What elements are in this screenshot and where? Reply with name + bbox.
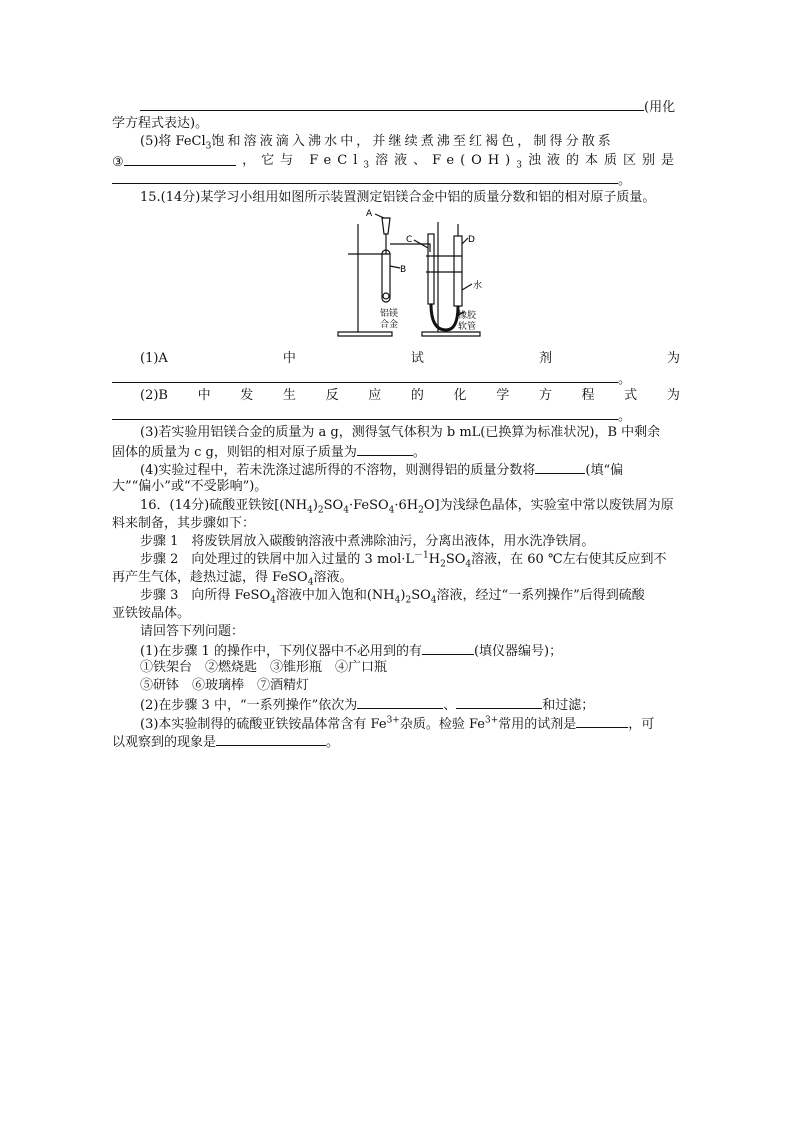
line-2 (112, 115, 680, 133)
text: ，它与 FeCl (242, 153, 364, 168)
q16-title (140, 497, 680, 515)
blank (112, 406, 618, 420)
sub: 4 (343, 505, 349, 516)
sub: 4 (394, 595, 401, 606)
a3 (140, 714, 680, 734)
text: 杂质。检验 Fe (399, 717, 485, 732)
text: 程 (581, 388, 595, 403)
text: 步骤 1 将废铁屑放入碳酸钠溶液中煮沸除油污，分离出液体，用水洗净铁屑。 (140, 534, 595, 549)
sub: 3 (363, 160, 376, 171)
line-1 (112, 97, 680, 117)
seg (112, 152, 236, 172)
text: 15.(14分)某学习小组用如图所示装置测定铝镁合金中铝的质量分数和铝的相对原子质量。 (140, 190, 656, 205)
text: 。 (618, 372, 632, 387)
text: ) (400, 588, 406, 603)
a2 (140, 695, 680, 715)
q15-2 (140, 387, 680, 405)
text: 生 (282, 388, 296, 403)
text: ·FeSO (348, 498, 389, 513)
label-alloy-2: 合金 (380, 320, 399, 330)
blank (357, 695, 443, 709)
sub: 4 (430, 595, 437, 606)
blank (357, 442, 413, 456)
text: 中 (282, 351, 296, 366)
step-3a (140, 587, 680, 605)
text: 方 (538, 388, 552, 403)
q5-line-2-row (112, 152, 680, 172)
text: 浊液的本质区别是 (527, 153, 680, 168)
text: 式 (624, 388, 638, 403)
text: 为 (666, 351, 680, 366)
label-A: A (366, 209, 373, 219)
text: 溶液，在 60 ℃左右使其反应到不 (471, 552, 667, 567)
label-B: B (400, 265, 407, 275)
label-rubber-1: 橡胶 (458, 311, 477, 321)
q15-4b (112, 478, 680, 496)
text: SO (445, 552, 466, 567)
text: 和过滤； (542, 698, 595, 713)
label-water: 水 (473, 281, 483, 291)
blank (112, 369, 618, 383)
sub: 2 (440, 559, 446, 570)
text: 化 (453, 388, 467, 403)
opts-1 (140, 659, 680, 677)
text: (5)将 FeCl (140, 134, 206, 149)
text: (1)A (140, 351, 168, 366)
q5-line-2 (112, 152, 680, 172)
text: (用化 (644, 100, 676, 115)
text: 料来制备，其步骤如下： (112, 516, 256, 531)
label-C: C (406, 235, 413, 245)
sub: 2 (405, 595, 412, 606)
opts-2 (140, 677, 680, 695)
text: 以观察到的现象是 (112, 735, 217, 750)
text: ③ (112, 155, 124, 170)
text: (2)在步骤 3 中，“一系列操作”依次为 (140, 698, 358, 713)
text: 16．(14分)硫酸亚铁铵[(NH (140, 498, 308, 513)
text: ⑤研钵 ⑥玻璃棒 ⑦酒精灯 (140, 678, 310, 693)
q15-1-blank (112, 369, 680, 389)
text: 。 (618, 409, 632, 424)
blank (535, 460, 585, 474)
seg (242, 152, 680, 172)
sub: 2 (317, 505, 324, 516)
sub: 4 (270, 595, 276, 606)
text: 。 (618, 173, 632, 188)
text: 溶液、Fe(OH) (375, 153, 517, 168)
text: 再产生气体，趁热过滤，得 FeSO (112, 570, 308, 585)
text: (1)在步骤 1 的操作中，下列仪器中不必用到的有 (140, 644, 422, 659)
step-2b (112, 569, 680, 587)
text: 反 (325, 388, 339, 403)
label-D: D (468, 235, 475, 245)
blank (456, 695, 542, 709)
text: (填“偏 (585, 463, 624, 478)
text: 饱和溶液滴入沸水中，并继续煮沸至红褐色，制得分散系 (211, 134, 614, 149)
text: (3)本实验制得的硫酸亚铁铵晶体常含有 Fe (140, 717, 387, 732)
text: ) (312, 498, 318, 513)
text: 溶液，经过“一系列操作”后得到硫酸 (436, 588, 645, 603)
q16-title-2 (112, 515, 680, 533)
blank (112, 170, 618, 184)
text: 中 (197, 388, 211, 403)
q15-1 (140, 350, 680, 368)
text: (4)实验过程中，若未洗涤过滤所得的不溶物，则测得铝的质量分数将 (140, 463, 536, 478)
text: (填仪器编号)； (473, 644, 563, 659)
step-3b (112, 605, 680, 623)
text: 为 (666, 388, 680, 403)
text: O]为浅绿色晶体，实验室中常以废铁屑为原 (423, 498, 674, 513)
text: H (428, 552, 441, 567)
blank-3 (124, 152, 236, 166)
a3b (112, 732, 680, 752)
text: 学方程式表达)。 (112, 116, 209, 131)
text: 溶液。 (313, 570, 353, 585)
text: (3)若实验用铝镁合金的质量为 a g，测得氢气体积为 b mL(已换算为标准状况)，B 中剩余 (140, 425, 661, 440)
text: 请回答下列问题： (140, 624, 245, 639)
blank (576, 714, 628, 728)
apparatus-figure (330, 204, 490, 344)
text: 亚铁铵晶体。 (112, 606, 191, 621)
q15-2-blank (112, 406, 680, 426)
q15-2-row (140, 387, 680, 405)
text: 试 (410, 351, 424, 366)
q5-line-3 (112, 170, 680, 190)
text: 固体的质量为 c g，则铝的相对原子质量为 (112, 445, 357, 460)
sup: 3+ (386, 715, 400, 726)
ask (140, 623, 680, 641)
text: 步骤 3 向所得 FeSO (140, 588, 271, 603)
text: 。 (412, 445, 426, 460)
text: ，可 (628, 717, 655, 732)
blank (140, 97, 644, 111)
text: SO (411, 588, 431, 603)
sup: －1 (414, 550, 429, 561)
text: 的 (410, 388, 424, 403)
text: (2)B (140, 388, 168, 403)
q15-4a (140, 460, 680, 480)
step-1 (140, 533, 680, 551)
label-alloy-1: 铝镁 (380, 309, 399, 319)
blank (422, 641, 474, 655)
text: 溶液中加入饱和(NH (275, 588, 395, 603)
text: 步骤 2 向处理过的铁屑中加入过量的 3 mol·L (140, 552, 415, 567)
text: SO (323, 498, 344, 513)
text: 。 (326, 735, 340, 750)
q15-1-row (140, 350, 680, 368)
label-rubber-2: 软管 (458, 322, 477, 332)
sub: 4 (307, 577, 314, 588)
q15-3a (140, 424, 680, 442)
sup: 3+ (484, 715, 499, 726)
text: 、 (443, 698, 457, 713)
text: ·6H (394, 498, 419, 513)
text: 学 (496, 388, 510, 403)
text: 常用的试剂是 (498, 717, 577, 732)
sub: 3 (205, 141, 212, 152)
text: 发 (240, 388, 254, 403)
q5-line-1 (140, 133, 680, 151)
text: 剂 (538, 351, 552, 366)
q15-3b (112, 442, 680, 462)
text: ①铁架台 ②燃烧匙 ③锥形瓶 ④广口瓶 (140, 660, 388, 675)
a1 (140, 641, 680, 661)
sub: 2 (418, 505, 424, 516)
sub: 4 (388, 505, 395, 516)
step-2a (140, 551, 680, 569)
blank (216, 732, 326, 746)
sub: 3 (516, 160, 528, 171)
sub: 4 (307, 505, 313, 516)
sub: 4 (465, 559, 472, 570)
text: 应 (368, 388, 382, 403)
text: 大”“偏小”或“不受影响”)。 (112, 479, 268, 494)
